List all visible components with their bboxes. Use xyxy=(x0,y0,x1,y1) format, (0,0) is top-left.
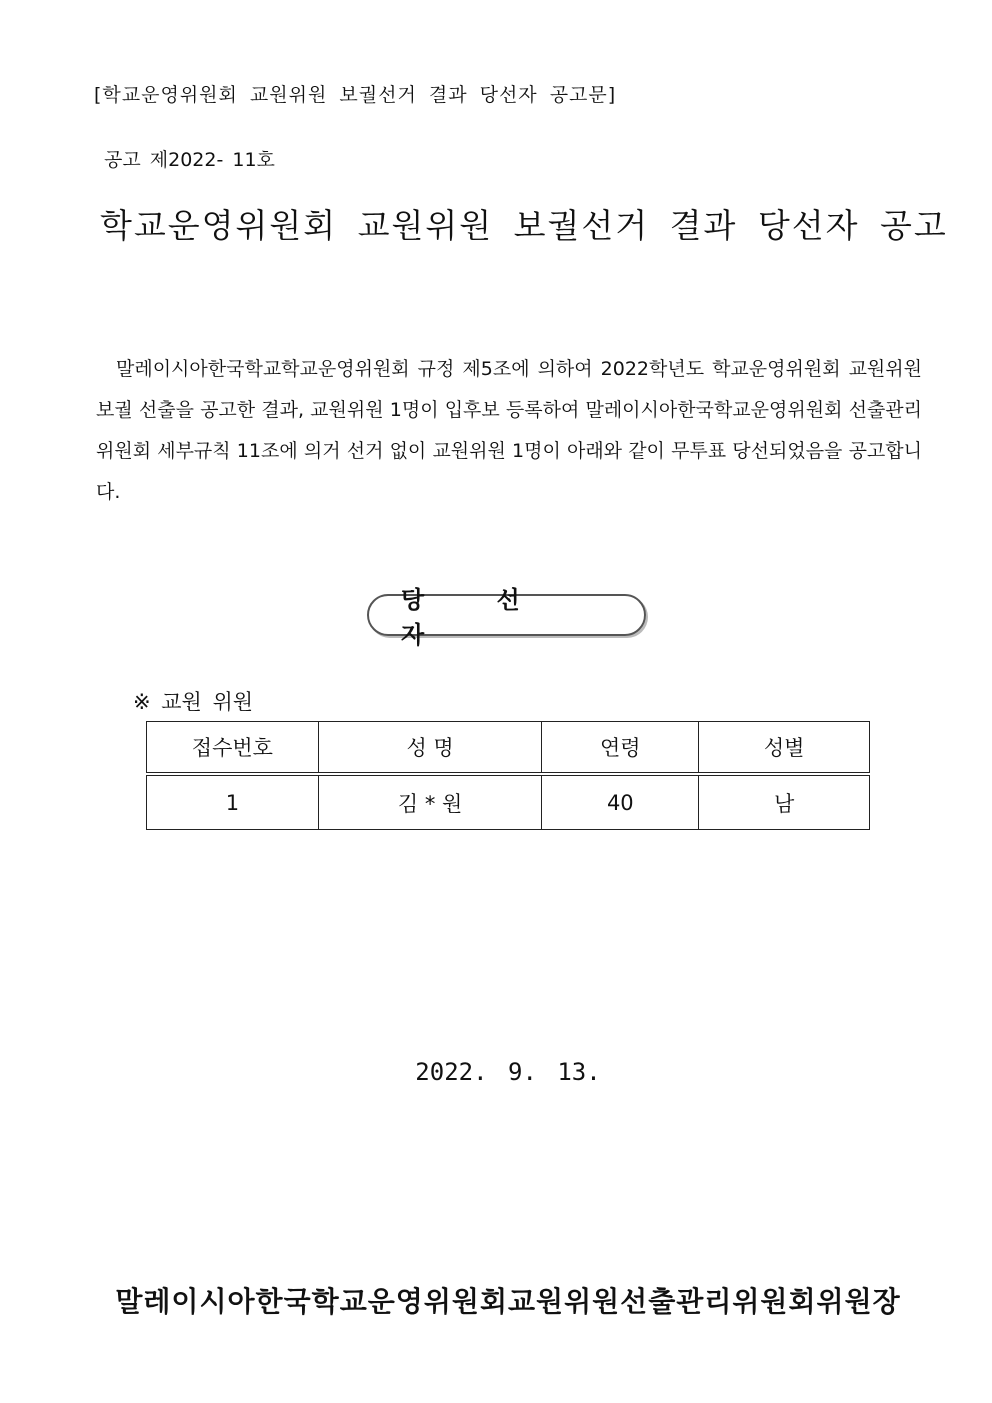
header-receipt-number: 접수번호 xyxy=(147,722,319,775)
page-title: 학교운영위원회 교원위원 보궐선거 결과 당선자 공고 xyxy=(100,206,948,245)
cell-receipt-number: 1 xyxy=(147,774,319,830)
cell-gender: 남 xyxy=(699,774,870,830)
notice-number: 공고 제2022- 11호 xyxy=(104,149,275,171)
section-label: ※ 교원 위원 xyxy=(133,690,254,714)
table-row xyxy=(147,774,870,830)
winner-badge: 당 선 자 xyxy=(367,594,646,636)
notice-date: 2022. 9. 13. xyxy=(415,1058,601,1086)
header-age: 연령 xyxy=(542,722,699,775)
cell-age: 40 xyxy=(542,774,699,830)
header-tag: [학교운영위원회 교원위원 보궐선거 결과 당선자 공고문] xyxy=(94,84,617,106)
cell-name: 김 * 원 xyxy=(318,774,542,830)
signature: 말레이시아한국학교운영위원회교원위원선출관리위원회위원장 xyxy=(115,1285,901,1318)
header-gender: 성별 xyxy=(699,722,870,775)
table-header-row xyxy=(147,722,870,775)
body-paragraph: 말레이시아한국학교학교운영위원회 규정 제5조에 의하여 2022학년도 학교운영위원회 교원위원 보궐 선출을 공고한 결과, 교원위원 1명이 입후보 등록하여 말레이시아한국학교운영위원회 선출관리위원회 세부규칙 11조에 의거 선거 없이 교원위원 1명이 아래와 같이 무투표 당선되었음을 공고합니다. xyxy=(96,358,922,503)
results-table xyxy=(146,721,870,830)
header-name: 성 명 xyxy=(318,722,542,775)
